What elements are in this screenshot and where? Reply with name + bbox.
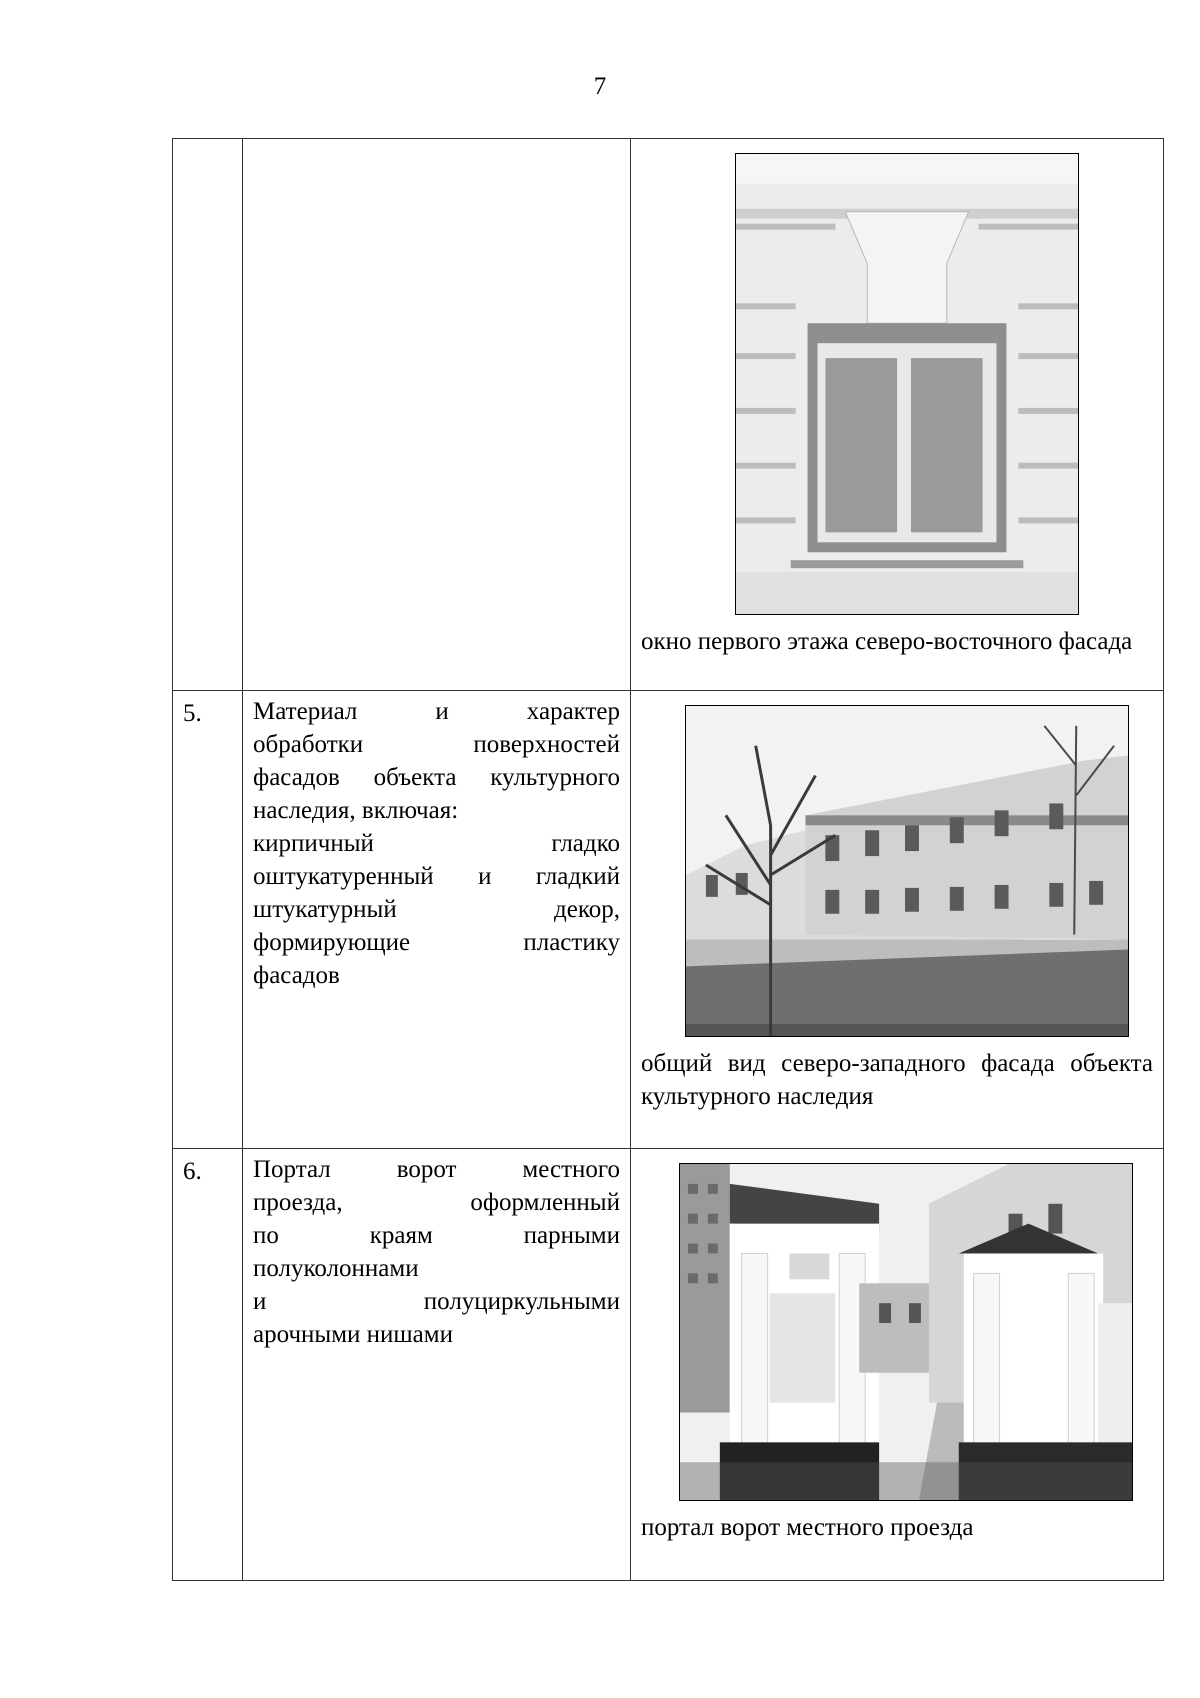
table-row: [173, 139, 1164, 691]
table-row: [173, 691, 1164, 1149]
heritage-table: [172, 138, 1164, 1581]
description-line: формирующие пластику: [253, 929, 620, 956]
description-line: оштукатуренный и гладкий: [253, 863, 620, 890]
description-text: [253, 1153, 620, 1351]
description-line: по краям парными: [253, 1222, 620, 1249]
row-number-cell: 6.: [173, 1149, 243, 1581]
description-line: фасадов: [253, 962, 340, 989]
photo-caption: окно первого этажа северо-восточного фасада: [641, 628, 1133, 655]
page-number: 7: [593, 73, 607, 100]
table-row: [173, 1149, 1164, 1581]
description-line: наследия, включая:: [253, 797, 459, 824]
description-line: штукатурный декор,: [253, 896, 620, 923]
description-text: [253, 695, 620, 992]
row-number-cell: 5.: [173, 691, 243, 1149]
description-line: и полуциркульными: [253, 1288, 620, 1315]
description-cell: [243, 691, 631, 1149]
photo-cell: [631, 691, 1164, 1149]
gate-portal-photo: [679, 1163, 1133, 1501]
photo-cell: [631, 1149, 1164, 1581]
description-line: фасадов объекта культурного: [253, 764, 620, 791]
description-cell: [243, 1149, 631, 1581]
window-facade-photo: [735, 153, 1079, 615]
description-line: проезда, оформленный: [253, 1189, 620, 1216]
description-line: обработки поверхностей: [253, 731, 620, 758]
photo-cell: [631, 139, 1164, 691]
description-line: полуколоннами: [253, 1255, 419, 1282]
description-line: Портал ворот местного: [253, 1156, 620, 1183]
description-cell: [243, 139, 631, 691]
photo-caption: портал ворот местного проезда: [641, 1514, 974, 1541]
description-line: арочными нишами: [253, 1321, 453, 1348]
building-facade-photo: [685, 705, 1129, 1037]
description-line: Материал и характер: [253, 698, 620, 725]
row-number-cell: [173, 139, 243, 691]
description-line: кирпичный гладко: [253, 830, 620, 857]
photo-caption: общий вид северо-западного фасада объекта культурного наследия: [641, 1050, 1153, 1110]
